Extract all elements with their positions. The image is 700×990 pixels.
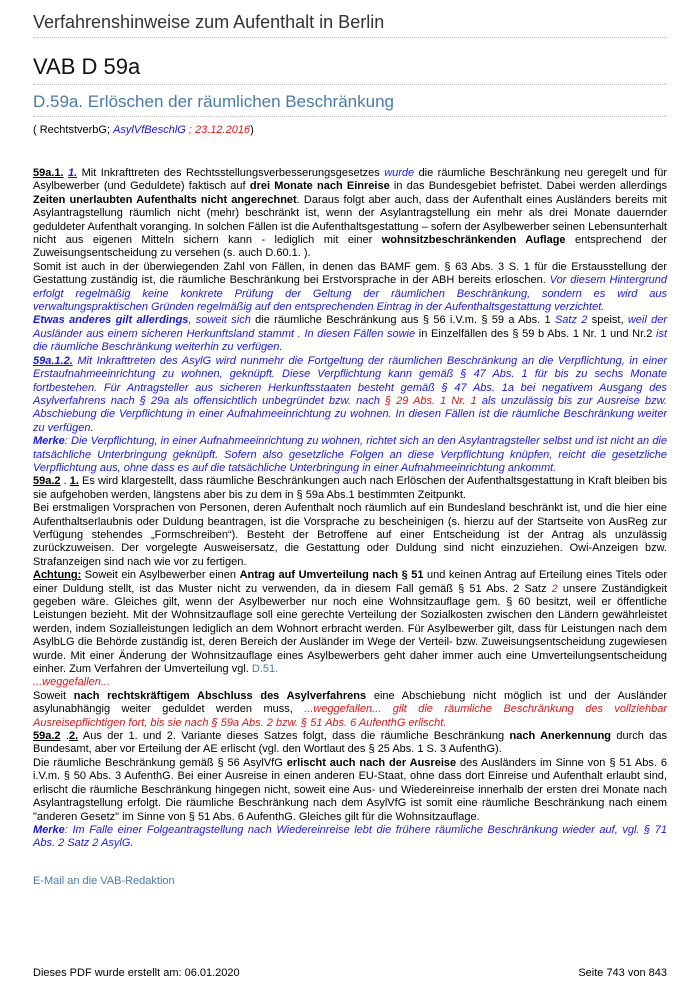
text-run: Satz 2 xyxy=(554,314,588,327)
text-run: des Ausländers im Sinne von § 51 Abs. 6 i.V.m. § 50 Abs. 3 AufenthG. Bei einer Ausreise in einen anderen EU-Staat, ohne dass dort Einreise und Aufenthalt erlaubt sind, erlischt die räumliche Beschränkung hingegen nicht, soweit eine Aus- und Wiedereinreise innerhalb der ersten drei Monate nach Asylantragstellung erfolgt. Die räumliche Beschränkung nach dem AsylVfG ist somit eine räumliche Beschränkung nach einem "anderen Gesetz" im Sinne von § 51 Abs. 6 AufenthG. Gleiches gilt für die Wohnsitzauflage. xyxy=(33,756,667,823)
text-run: wurde xyxy=(384,167,415,179)
text-run: Die räumliche Beschränkung gemäß § 56 AsylVfG xyxy=(33,756,287,769)
text-run: Mit Inkrafttreten des Rechtsstellungsverbesserungsgesetzes xyxy=(77,167,385,179)
text-run: die räumliche Beschränkung neu geregelt und für Asylbewerber (und Geduldete) faktisch auf xyxy=(33,167,668,193)
text-run: erlischt auch nach der Ausreise xyxy=(286,756,457,769)
footer-page: Seite 743 von 843 xyxy=(578,967,667,979)
cross-reference-link[interactable]: D.51. xyxy=(251,663,279,676)
text-run: Aus der 1. und 2. Variante dieses Satzes folgt, dass die räumliche Beschränkung xyxy=(78,730,510,743)
text-run: 59a.2 xyxy=(33,475,61,488)
text-run: . xyxy=(60,475,70,488)
paragraph xyxy=(33,355,667,435)
text-run: , soweit sich xyxy=(188,314,251,327)
text-run: Achtung: xyxy=(33,569,82,582)
text-run: nach Anerkennung xyxy=(509,730,612,743)
text-run: als unzulässig bis zur Ausreise bzw. Abschiebung die Verpflichtung in einer Aufnahmeeinrichtung zu wohnen. In diesen Fällen ist die räumliche Beschränkung weiter zu verfügen. xyxy=(33,394,667,434)
email-link[interactable]: E-Mail an die VAB-Redaktion xyxy=(33,875,175,887)
divider xyxy=(33,84,667,85)
text-run: 1. xyxy=(69,475,79,488)
text-run: speist, xyxy=(587,314,628,327)
text-run: die räumliche Beschränkung aus § 56 i.V.m. § 59 a Abs. 1 xyxy=(250,314,555,327)
text-run: . xyxy=(60,730,69,743)
text-run: 2. xyxy=(68,730,79,743)
text-run: Etwas anderes gilt allerdings xyxy=(33,314,189,327)
text-run: Merke xyxy=(33,823,65,836)
paragraph xyxy=(33,824,667,851)
footer-created: Dieses PDF wurde erstellt am: 06.01.2020 xyxy=(33,967,240,979)
text-run: Soweit xyxy=(33,689,74,702)
text-run: Soweit ein Asylbewerber einen xyxy=(81,569,240,582)
text-run: ...weggefallen... xyxy=(33,676,111,689)
document-body xyxy=(33,167,667,851)
source-sep: ; xyxy=(185,124,195,136)
text-run: . Daraus folgt aber auch, dass der Aufenthalt eines Ausländers bereits mit Asylantragstellung räumlich nicht (mehr) beschränkt ist, wenn der Asylantragstellung ein mehr als drei Monate dauernder geduldeter Aufenthalt voranging. In solchen Fällen ist die Aufenthaltsgestattung – sofern der Asylbewerber seinen Lebensunterhalt nicht aus eigenen Mitteln sichern kann - lediglich mit einer xyxy=(33,193,667,247)
text-run: 2 xyxy=(551,582,558,595)
text-run: unsere Zuständigkeit gegeben wäre. Gleiches gilt, wenn der Asylbewerber nur noch eine Wohnsitzauflage gem. § 60 besitzt, weil er öffentliche Leistungen bezieht. Mit der Wohnsitzauflage soll eine gerechte Verteilung der Sozialkosten zwischen den Ländern gewährleistet werden, indem Sozialleistungen lediglich an dem Wohnort erbracht werden. Für Asylbewerber gilt, dass für Leistungen nach dem AsylbLG die Behörde zuständig ist, deren Bereich der Ausländer im Wege der Verteil- bzw. Zuweisungsentscheidung zugewiesen wurde. Mit einer Änderung der Wohnsitzauflage eines Asylbewerbers geht daher immer auch eine Umverteilungsentscheidung einher. Zum Verfahren der Umverteilung vgl. xyxy=(33,582,668,676)
text-run: drei Monate nach Einreise xyxy=(249,180,390,193)
paragraph xyxy=(33,502,667,569)
text-run: : Die Verpflichtung, in einer Aufnahmeeinrichtung zu wohnen, richtet sich an den Asylantragsteller selbst und ist nicht an die tatsächliche Unterbringung geknüpft. Sofern also gesetzliche Folgen an diese Verpflichtung knüpfen, reicht die gesetzliche Verpflichtung aus, ohne dass es auf die tatsächliche Unterbringung in einer Aufnahmeeinrichtung ankommt. xyxy=(33,435,667,474)
text-run: Es wird klargestellt, dass räumliche Beschränkungen auch nach Erlöschen der Aufenthaltsgestattung in Kraft bleiben bis sie aufgehoben werden, längstens aber bis zu dem in § 59a Abs.1 bestimmten Zeitpunkt. xyxy=(33,475,667,501)
paragraph xyxy=(33,314,667,354)
source-date: 23.12.2016 xyxy=(195,124,251,136)
text-run: wohnsitzbeschränkenden Auflage xyxy=(381,234,566,247)
text-run: 59a.2 xyxy=(33,730,61,743)
text-run: Somit ist auch in der überwiegenden Zahl von Fällen, in denen das BAMF gem. § 63 Abs. 3 S. 1 für die Erstausstellung der Gestattung zuständig ist, die räumliche Beschränkung bei Erstvorsprache in der ABH bereits erloschen. xyxy=(33,260,667,287)
paragraph xyxy=(33,435,667,475)
paragraph xyxy=(33,730,667,757)
text-run: Zeiten unerlaubten Aufenthalts nicht angerechnet xyxy=(33,193,297,206)
paragraph xyxy=(33,569,667,676)
text-run: durch das Bundesamt, aber vor Erteilung der AE erlischt (vgl. den Wortlaut des § 25 Abs. 1 S. 3 AufenthG). xyxy=(33,730,667,756)
text-run: eine Abschiebung nicht möglich ist und der Ausländer asylunabhängig weiter geduldet werden muss, xyxy=(33,689,668,716)
divider xyxy=(33,37,667,38)
paragraph xyxy=(33,167,667,261)
text-run: § 29 Abs. 1 Nr. 1 xyxy=(385,394,477,407)
paragraph xyxy=(33,261,667,315)
paragraph xyxy=(33,757,667,824)
source-close: ) xyxy=(250,124,254,136)
divider xyxy=(33,116,667,117)
paragraph xyxy=(33,475,667,502)
section-title: D.59a. Erlöschen der räumlichen Beschränkung xyxy=(33,92,394,111)
doc-id: VAB D 59a xyxy=(33,54,141,79)
text-run: 59a.1.2. xyxy=(33,354,73,367)
text-run: in Einzelfällen des § 59 b Abs. 1 Nr. 1 und Nr.2 xyxy=(415,327,656,340)
text-run: ist die räumliche Beschränkung weiterhin zu verfügen. xyxy=(33,327,667,354)
text-run: nach rechtskräftigem Abschluss des Asylverfahrens xyxy=(73,689,367,702)
paragraph xyxy=(33,676,667,689)
text-run: 59a.1. xyxy=(33,167,64,179)
site-title: Verfahrenshinweise zum Aufenthalt in Berlin xyxy=(33,12,385,32)
source-link[interactable]: AsylVfBeschlG xyxy=(113,124,186,136)
text-run: und keinen Antrag auf Erteilung eines Titels oder einer Duldung stellt, ist das Muster nicht zu verwenden, da in diesem Fall gemäß § 51 Abs. 2 Satz xyxy=(33,569,667,595)
source-reference xyxy=(33,124,254,136)
text-run: 1. xyxy=(68,167,78,179)
text-run: weil der Ausländer aus einem sicheren Herkunftsland stammt . In diesen Fällen sowie xyxy=(33,314,667,340)
text-run: Antrag auf Umverteilung nach § 51 xyxy=(239,569,424,582)
text-run: ...weggefallen... gilt die räumliche Beschränkung des vollziehbar Ausreisepflichtigen fort, bis sie nach § 59a Abs. 2 bzw. § 51 Abs. 6 AufenthG erlischt. xyxy=(33,703,667,729)
text-run: in das Bundesgebiet befristet. Dabei werden allerdings xyxy=(389,180,667,193)
text-run: Merke xyxy=(33,435,65,448)
text-run: Bei erstmaligen Vorsprachen von Personen, deren Aufenthalt noch räumlich auf ein Bundesland beschränkt ist, und die hier eine Aufenthaltserlaubnis oder Duldung beantragen, ist die Vorsprache zu bescheinigen (s. hierzu auf der Startseite von AusReg zur Verfügung stehendes „Formschreiben“). Besteht der Betroffene auf einer Entscheidung ist der Antrag als unzulässig zurückzuweisen. Der vorgelegte Ausweisersatz, die Gestattung oder Duldung sind nicht einzuziehen. Owi-Anzeigen bzw. Strafanzeigen sind nach wie vor zu fertigen. xyxy=(33,502,667,568)
paragraph xyxy=(33,690,667,730)
text-run: : Im Falle einer Folgeantragstellung nach Wiedereinreise lebt die frühere räumliche Beschränkung wieder auf, vgl. § 71 Abs. 2 Satz 2 AsylG. xyxy=(33,823,667,850)
source-open: ( RechtstverbG; xyxy=(33,124,114,136)
text-run: entsprechend der Zuweisungsentscheidung zu versehen (s. auch D.60.1. ). xyxy=(33,234,667,260)
text-run: Vor diesem Hintergrund erfolgt regelmäßig keine konkrete Prüfung der Geltung der räumlichen Beschränkung, sondern es wird aus verwaltungspraktischen Gründen regelmäßig auf den entsprechenden Eintrag in der Aufenthaltsgestattung verzichtet. xyxy=(33,274,667,314)
text-run: Mit Inkrafttreten des AsylG wird nunmehr die Fortgeltung der räumlichen Beschränkung an die Verpflichtung, in einer Erstaufnahmeeinrichtung zu wohnen, geknüpft. Diese Verpflichtung kann gemäß § 47 Abs. 1 für bis zu sechs Monate fortbestehen. Für Antragsteller aus sicheren Herkunftsstaaten besteht gemäß § 47 Abs. 1a bei negativem Ausgang des Asylverfahrens nach § 29a als offensichtlich unbegründet bzw. nach xyxy=(33,354,667,407)
